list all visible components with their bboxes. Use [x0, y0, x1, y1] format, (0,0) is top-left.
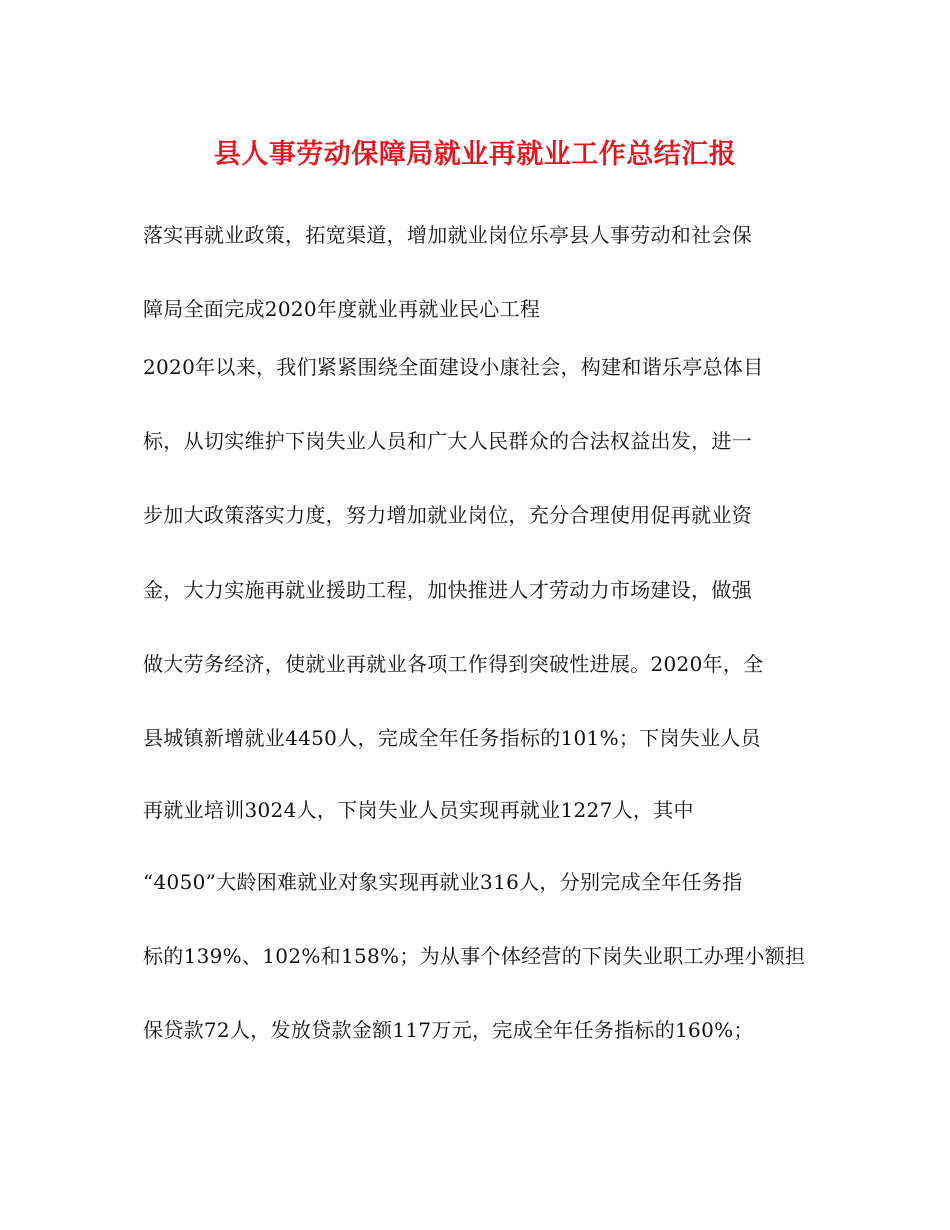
- paragraph-line: “4050”大龄困难就业对象实现再就业316人，分别完成全年任务指: [143, 870, 743, 894]
- paragraph-line: 障局全面完成2020年度就业再就业民心工程: [143, 297, 541, 321]
- paragraph-line: 县城镇新增就业4450人，完成全年任务指标的101%；下岗失业人员: [143, 726, 761, 750]
- paragraph-line: 做大劳务经济，使就业再就业各项工作得到突破性进展。2020年，全: [143, 652, 764, 676]
- paragraph-line: 步加大政策落实力度，努力增加就业岗位，充分合理使用促再就业资: [143, 503, 752, 527]
- paragraph-line: 2020年以来，我们紧紧围绕全面建设小康社会，构建和谐乐亭总体目: [143, 355, 764, 379]
- paragraph-line: 金，大力实施再就业援助工程，加快推进人才劳动力市场建设，做强: [143, 578, 752, 602]
- paragraph-line: 标，从切实维护下岗失业人员和广大人民群众的合法权益出发，进一: [143, 429, 752, 453]
- paragraph-line: 再就业培训3024人，下岗失业人员实现再就业1227人，其中: [143, 798, 694, 822]
- document-title: 县人事劳动保障局就业再就业工作总结汇报: [213, 139, 737, 170]
- paragraph-line: 保贷款72人，发放贷款金额117万元，完成全年任务指标的160%；: [143, 1018, 754, 1042]
- paragraph-line: 落实再就业政策，拓宽渠道，增加就业岗位乐亭县人事劳动和社会保: [143, 223, 752, 247]
- paragraph-line: 标的139%、102%和158%；为从事个体经营的下岗失业职工办理小额担: [143, 944, 806, 968]
